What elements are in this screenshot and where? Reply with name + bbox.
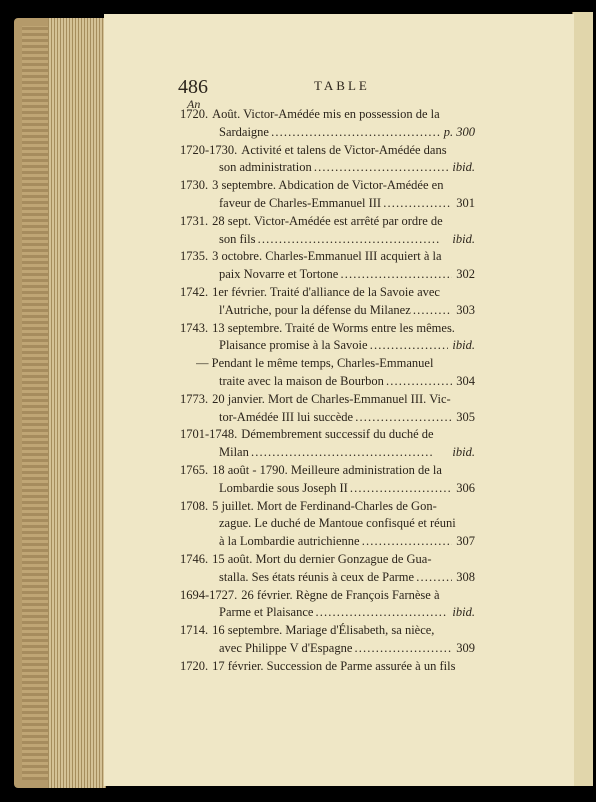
entry-text: Sardaigne . . . [219, 124, 440, 142]
toc-line [180, 320, 475, 338]
toc-line [180, 640, 475, 658]
entry-page-ref: 307 [456, 534, 475, 549]
next-page-edge [572, 12, 593, 786]
toc-line [180, 106, 475, 124]
toc-line [180, 284, 475, 302]
year-column-label: An [187, 97, 201, 111]
entry-text: stalla. Ses états réunis à ceux de Parme . . . [219, 569, 452, 587]
entry-year: 1743. [180, 320, 209, 335]
entry-text: zague. Le duché de Mantoue confisqué et réuni [219, 516, 456, 531]
entry-year: 1701-1748. [180, 427, 238, 442]
entry-text: Parme et Plaisance . . . [219, 604, 448, 622]
entry-text: Lombardie sous Joseph II . . . [219, 480, 452, 498]
page-number: 486 [178, 76, 208, 98]
toc-line [180, 551, 475, 569]
toc-line [180, 462, 475, 480]
entry-text: Plaisance promise à la Savoie . . . [219, 337, 448, 355]
entry-page-ref: ibid. [452, 605, 475, 620]
toc-line [180, 480, 475, 498]
entry-page-ref: 301 [456, 195, 475, 210]
entry-year: 1731. [180, 213, 209, 228]
toc-line [180, 604, 475, 622]
entry-page-ref: 302 [456, 267, 475, 282]
entry-text: 17 février. Succession de Parme assurée à un fils [212, 658, 456, 673]
entry-year: 1720. [180, 107, 209, 121]
entry-text: avec Philippe V d'Espagne . . . [219, 640, 452, 658]
toc-line [180, 569, 475, 587]
toc-line [180, 124, 475, 142]
toc-line [180, 373, 475, 391]
entry-year: 1720. [180, 658, 209, 673]
entry-text: paix Novarre et Tortone . . . [219, 266, 452, 284]
entry-text: 1er février. Traité d'alliance de la Savoie avec [212, 284, 440, 299]
entry-text: faveur de Charles-Emmanuel III . . . [219, 195, 452, 213]
entry-page-ref: 304 [456, 373, 475, 388]
toc-line [180, 195, 475, 213]
entry-page-ref: ibid. [452, 231, 475, 246]
toc-line [180, 355, 475, 373]
toc-line [180, 587, 475, 605]
toc-line [180, 409, 475, 427]
toc-line [180, 337, 475, 355]
entry-page-ref: 305 [456, 409, 475, 424]
entry-text: 18 août - 1790. Meilleure administration de la [212, 462, 442, 477]
entry-text: Démembrement successif du duché de [241, 427, 434, 442]
toc-line [180, 302, 475, 320]
entry-text: son fils . . . [219, 231, 448, 249]
toc-line [180, 444, 475, 462]
entry-text: 16 septembre. Mariage d'Élisabeth, sa nièce, [212, 623, 435, 638]
entry-year: 1735. [180, 249, 209, 264]
toc-line [180, 177, 475, 195]
entry-text: l'Autriche, pour la défense du Milanez . . . [219, 302, 452, 320]
toc-line [180, 231, 475, 249]
entry-page-ref: 308 [456, 569, 475, 584]
entry-year: 1714. [180, 623, 209, 638]
entry-text: Milan . . . [219, 444, 448, 462]
toc-line [180, 426, 475, 444]
entry-text: Activité et talens de Victor-Amédée dans [241, 142, 447, 157]
entry-text: à la Lombardie autrichienne . . . [219, 533, 452, 551]
entry-text: 3 septembre. Abdication de Victor-Amédée en [212, 178, 444, 193]
entry-text: 28 sept. Victor-Amédée est arrêté par ordre de [212, 213, 443, 228]
entry-page-ref: 303 [456, 302, 475, 317]
entry-year: 1742. [180, 284, 209, 299]
page-edges [48, 18, 106, 788]
entry-text: 13 septembre. Traité de Worms entre les mêmes. [212, 320, 455, 335]
entry-year: 1746. [180, 551, 209, 566]
entry-text: 15 août. Mort du dernier Gonzague de Gua- [212, 551, 432, 566]
entry-text: — Pendant le même temps, Charles-Emmanuel [196, 356, 434, 371]
entry-text: 20 janvier. Mort de Charles-Emmanuel III. Vic- [212, 391, 451, 406]
toc-line [180, 213, 475, 231]
entry-year: 1694-1727. [180, 587, 238, 602]
toc-line [180, 142, 475, 160]
toc-line [180, 515, 475, 533]
page-title: TABLE [314, 78, 370, 93]
entry-text: 5 juillet. Mort de Ferdinand-Charles de Gon- [212, 498, 437, 513]
entry-text: Août. Victor-Amédée mis en possession de la [212, 107, 440, 121]
entry-text: 3 octobre. Charles-Emmanuel III acquiert à la [212, 249, 442, 264]
entry-year: 1773. [180, 391, 209, 406]
entry-page-ref: ibid. [452, 160, 475, 175]
toc-line [180, 159, 475, 177]
entry-page-ref: ibid. [452, 445, 475, 460]
entry-page-ref: p. 300 [443, 124, 475, 139]
toc-line [180, 533, 475, 551]
entry-year: 1730. [180, 178, 209, 193]
entry-text: traite avec la maison de Bourbon . . . [219, 373, 452, 391]
toc-line [180, 658, 475, 676]
toc-line [180, 622, 475, 640]
table-of-contents-entries [180, 106, 475, 676]
entry-year: 1708. [180, 498, 209, 513]
entry-text: tor-Amédée III lui succède . . . [219, 409, 452, 427]
entry-page-ref: ibid. [452, 338, 475, 353]
toc-line [180, 498, 475, 516]
entry-page-ref: 309 [456, 640, 475, 655]
toc-line [180, 248, 475, 266]
entry-text: son administration . . . [219, 159, 448, 177]
entry-year: 1720-1730. [180, 142, 238, 157]
entry-text: 26 février. Règne de François Farnèse à [241, 587, 440, 602]
page-header [178, 76, 478, 96]
entry-page-ref: 306 [456, 480, 475, 495]
entry-year: 1765. [180, 462, 209, 477]
toc-line [180, 266, 475, 284]
toc-line [180, 391, 475, 409]
